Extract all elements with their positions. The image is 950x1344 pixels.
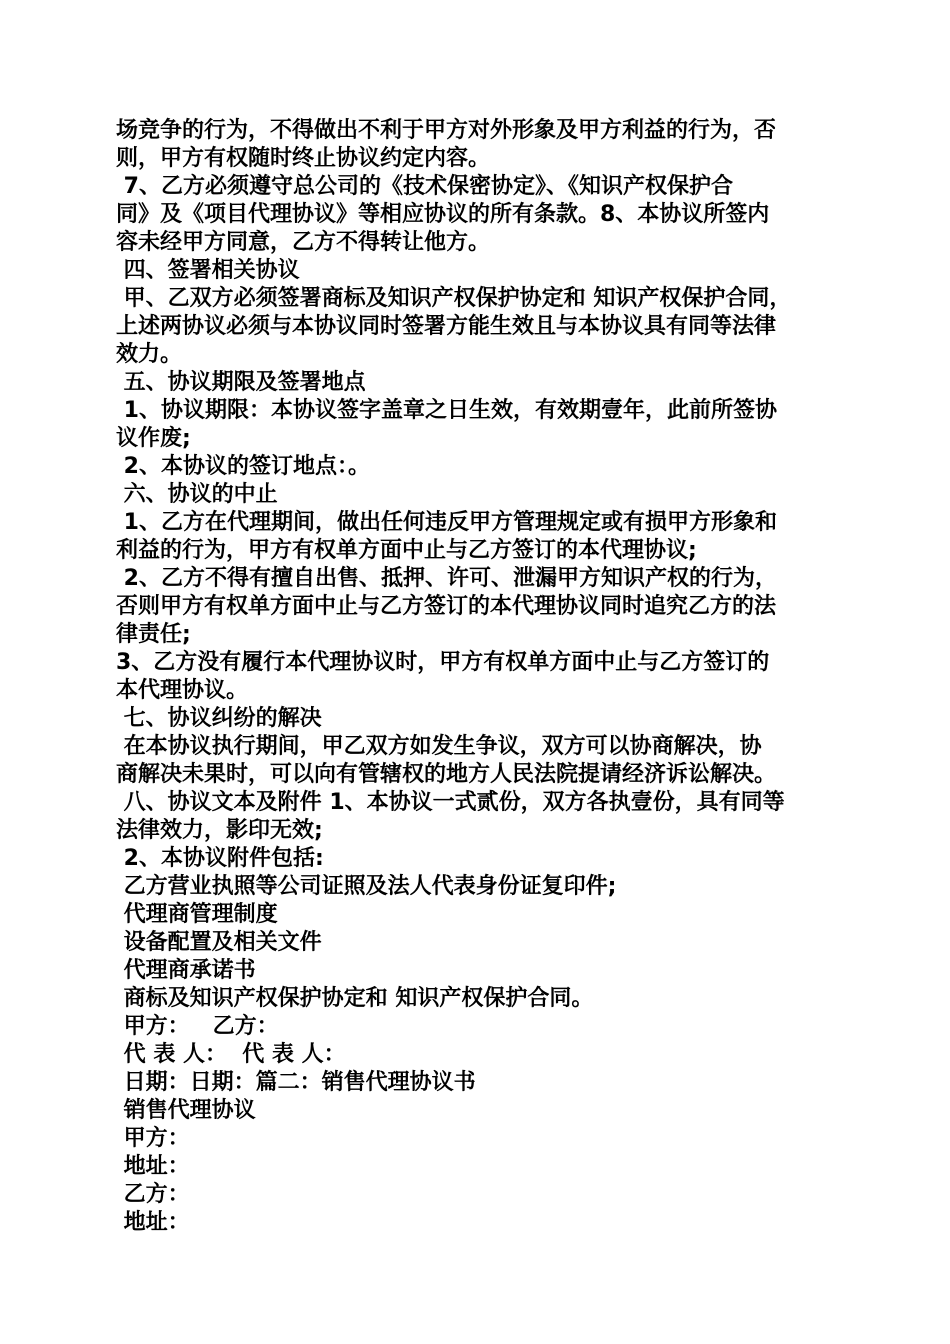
text-line: 1、协议期限：本协议签字盖章之日生效，有效期壹年，此前所签协 bbox=[116, 398, 777, 423]
signature-line: 甲方： 乙方： bbox=[116, 1014, 279, 1039]
section-heading: 六、协议的中止 bbox=[116, 482, 278, 507]
text-line: 容未经甲方同意，乙方不得转让他方。 bbox=[116, 230, 491, 255]
text-line: 八、协议文本及附件 1、本协议一式贰份，双方各执壹份，具有同等 bbox=[116, 790, 785, 815]
text-line: 1、乙方在代理期间，做出任何违反甲方管理规定或有损甲方形象和 bbox=[116, 510, 777, 535]
text-line: 律责任; bbox=[116, 622, 191, 647]
party-field: 甲方： bbox=[116, 1126, 190, 1151]
text-line: 则，甲方有权随时终止协议约定内容。 bbox=[116, 146, 491, 171]
document-page bbox=[116, 117, 836, 1237]
text-line: 2、本协议附件包括: bbox=[116, 846, 324, 871]
signature-line: 日期：日期：篇二：销售代理协议书 bbox=[116, 1070, 476, 1095]
text-line: 效力。 bbox=[116, 342, 183, 367]
party-field: 地址： bbox=[116, 1154, 190, 1179]
attachment-item: 乙方营业执照等公司证照及法人代表身份证复印件; bbox=[116, 874, 617, 899]
text-line: 商解决未果时，可以向有管辖权的地方人民法院提请经济诉讼解决。 bbox=[116, 762, 777, 787]
text-line: 本代理协议。 bbox=[116, 678, 249, 703]
text-line: 7、乙方必须遵守总公司的《技术保密协定》、《知识产权保护合 bbox=[116, 174, 733, 199]
text-line: 2、本协议的签订地点：。 bbox=[116, 454, 370, 479]
text-line: 上述两协议必须与本协议同时签署方能生效且与本协议具有同等法律 bbox=[116, 314, 777, 339]
text-line: 议作废; bbox=[116, 426, 191, 451]
attachment-item: 代理商承诺书 bbox=[116, 958, 256, 983]
attachment-item: 设备配置及相关文件 bbox=[116, 930, 322, 955]
text-line: 甲、乙双方必须签署商标及知识产权保护协定和 知识产权保护合同， bbox=[116, 286, 792, 311]
attachment-item: 代理商管理制度 bbox=[116, 902, 278, 927]
text-line: 场竞争的行为，不得做出不利于甲方对外形象及甲方利益的行为，否 bbox=[116, 118, 777, 143]
section-heading: 五、协议期限及签署地点 bbox=[116, 370, 366, 395]
section-heading: 七、协议纠纷的解决 bbox=[116, 706, 322, 731]
text-line: 法律效力，影印无效; bbox=[116, 818, 323, 843]
section-heading: 四、签署相关协议 bbox=[116, 258, 300, 283]
text-line: 2、乙方不得有擅自出售、抵押、许可、泄漏甲方知识产权的行为， bbox=[116, 566, 777, 591]
text-line: 否则甲方有权单方面中止与乙方签订的本代理协议同时追究乙方的法 bbox=[116, 594, 777, 619]
text-line: 利益的行为，甲方有权单方面中止与乙方签订的本代理协议; bbox=[116, 538, 697, 563]
party-field: 乙方： bbox=[116, 1182, 190, 1207]
signature-line: 代 表 人： 代 表 人： bbox=[116, 1042, 346, 1067]
text-line: 在本协议执行期间，甲乙双方如发生争议，双方可以协商解决，协 bbox=[116, 734, 762, 759]
document-title: 销售代理协议 bbox=[116, 1098, 256, 1123]
text-line: 3、乙方没有履行本代理协议时，甲方有权单方面中止与乙方签订的 bbox=[116, 650, 770, 675]
attachment-item: 商标及知识产权保护协定和 知识产权保护合同。 bbox=[116, 986, 594, 1011]
party-field: 地址： bbox=[116, 1210, 190, 1235]
text-line: 同》及《项目代理协议》等相应协议的所有条款。8、本协议所签内 bbox=[116, 202, 770, 227]
